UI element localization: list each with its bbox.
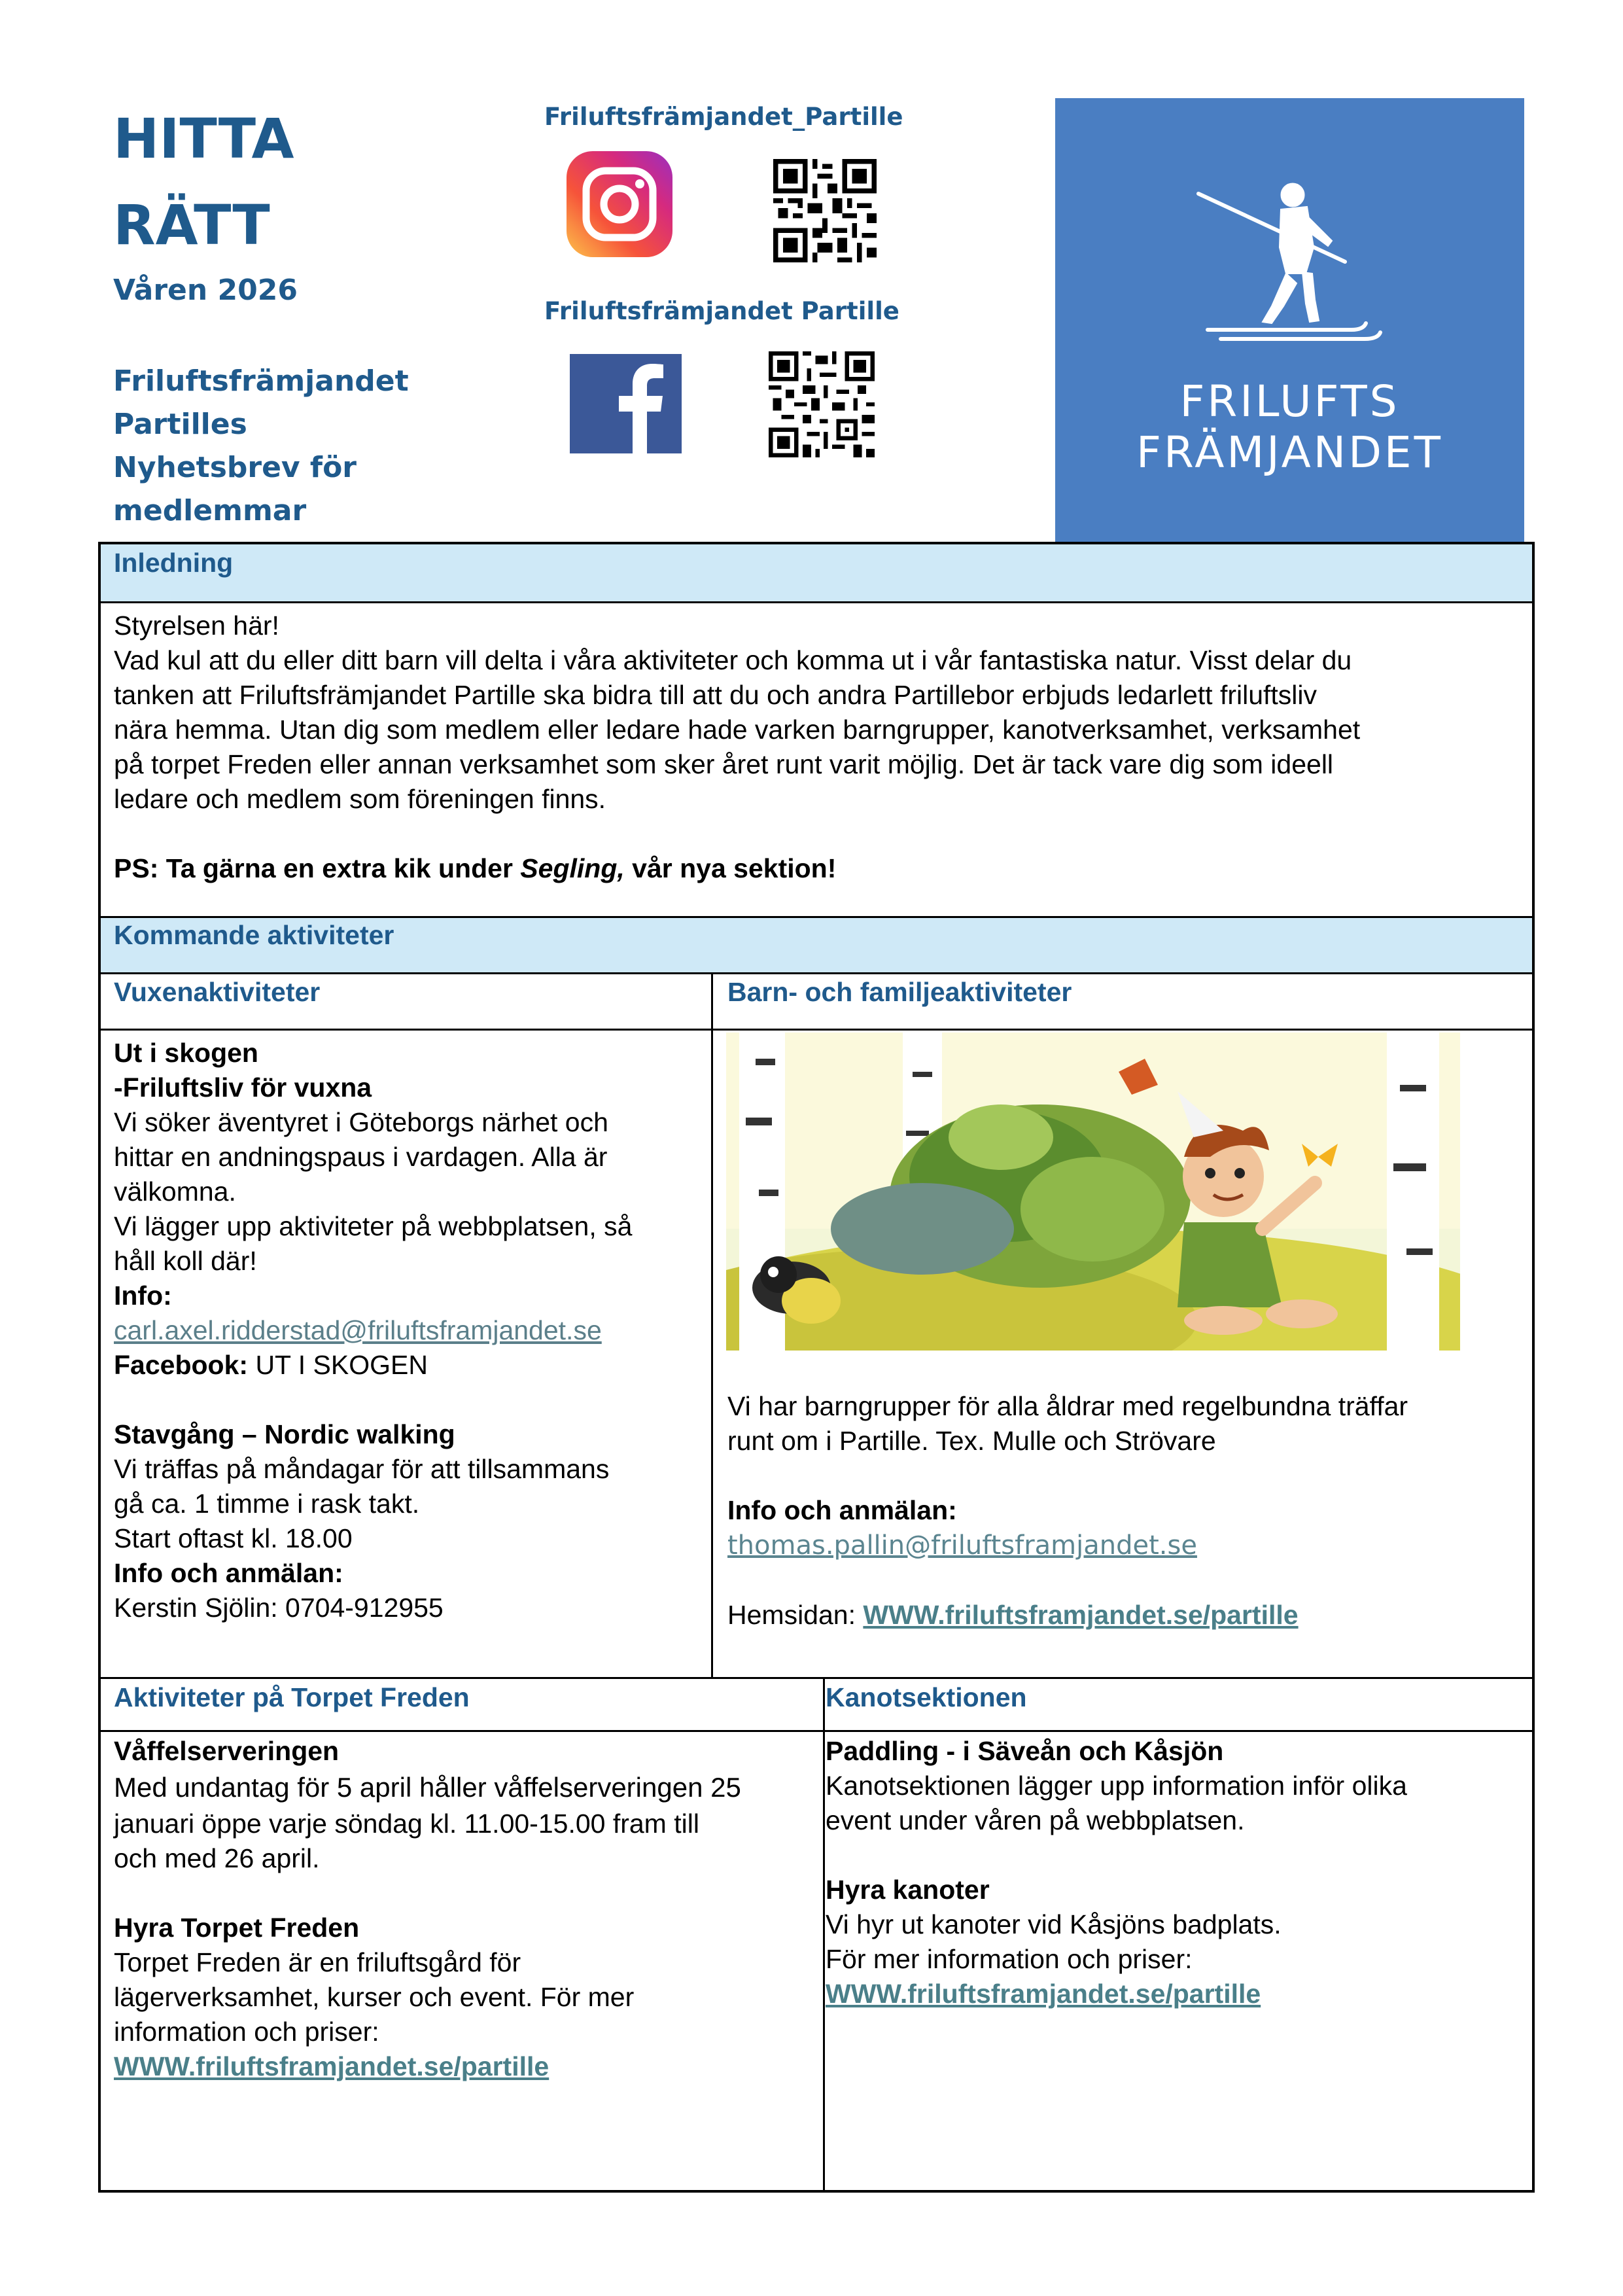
desc-line: Friluftsfrämjandet	[113, 364, 409, 398]
forest-line: Vi lägger upp aktiviteter på webbplatsen, så	[114, 1211, 633, 1241]
rent-torpet-title: Hyra Torpet Freden	[114, 1913, 360, 1943]
forest-line: hittar en andningspaus i vardagen. Alla är	[114, 1142, 608, 1172]
logo-line-1: FRILUFTS	[1179, 376, 1400, 427]
torpet-link[interactable]: WWW.friluftsframjandet.se/partille	[114, 2051, 550, 2081]
walk-line: gå ca. 1 timme i rask takt.	[114, 1489, 420, 1519]
forest-line: Vi söker äventyret i Göteborgs närhet och	[114, 1107, 608, 1137]
adult-activities-body	[114, 1036, 703, 1625]
rent-torpet-line: information och priser:	[114, 2017, 379, 2047]
desc-line: Nyhetsbrev för	[113, 451, 357, 484]
kids-info-label: Info och anmälan:	[727, 1495, 957, 1525]
kids-illustration	[726, 1033, 1460, 1351]
rent-torpet-line: lägerverksamhet, kurser och event. För mer	[114, 1982, 635, 2012]
intro-header-band	[101, 544, 1532, 602]
newsletter-description	[113, 360, 409, 533]
facebook-name: Friluftsfrämjandet Partille	[544, 297, 899, 325]
adult-activities-title: Vuxenaktiviteter	[114, 977, 321, 1007]
intro-line: nära hemma. Utan dig som medlem eller ledare hade varken barngrupper, kanotverksamhet, verksamhet	[114, 715, 1361, 745]
torpet-body	[114, 1734, 814, 2084]
paddle-line: Kanotsektionen lägger upp information inför olika	[826, 1771, 1407, 1801]
walk-line: Vi träffas på måndagar för att tillsammans	[114, 1454, 610, 1484]
walk-info-label: Info och anmälan:	[114, 1558, 343, 1588]
rent-torpet-line: Torpet Freden är en friluftsgård för	[114, 1947, 521, 1977]
facebook-qr-code-icon	[769, 351, 875, 457]
forest-subtitle: -Friluftsliv för vuxna	[114, 1072, 372, 1103]
upcoming-title: Kommande aktiviteter	[114, 920, 394, 950]
forest-info-email-link[interactable]: carl.axel.ridderstad@friluftsframjandet.se	[114, 1315, 602, 1345]
intro-line: Styrelsen här!	[114, 610, 279, 641]
kids-activities-body	[727, 1389, 1526, 1633]
rent-canoe-title: Hyra kanoter	[826, 1875, 990, 1905]
walk-title: Stavgång – Nordic walking	[114, 1419, 455, 1449]
instagram-qr-code-icon	[773, 159, 877, 262]
kids-email-link[interactable]: thomas.pallin@friluftsframjandet.se	[727, 1530, 1197, 1561]
paddle-title: Paddling - i Säveån och Kåsjön	[826, 1736, 1224, 1766]
waffle-line: och med 26 april.	[114, 1843, 320, 1873]
friluftsframjandet-logo	[1055, 98, 1524, 544]
kids-line: runt om i Partille. Tex. Mulle och Strövare	[727, 1426, 1216, 1456]
desc-line: medlemmar	[113, 494, 307, 527]
instagram-name: Friluftsfrämjandet_Partille	[544, 103, 903, 131]
season-label: Våren 2026	[113, 274, 298, 307]
title-line-2: RÄTT	[113, 193, 270, 257]
logo-line-2: FRÄMJANDET	[1136, 427, 1443, 478]
kids-activities-title: Barn- och familjeaktiviteter	[727, 977, 1072, 1007]
forest-facebook: Facebook: UT I SKOGEN	[114, 1350, 428, 1380]
forest-line: välkomna.	[114, 1176, 236, 1207]
forest-line: håll koll där!	[114, 1246, 257, 1276]
title-line-1: HITTA	[113, 107, 294, 171]
canoe-title: Kanotsektionen	[826, 1682, 1027, 1712]
instagram-icon[interactable]	[567, 151, 672, 257]
paddle-line: event under våren på webbplatsen.	[826, 1805, 1245, 1835]
intro-body	[114, 609, 1527, 886]
walk-line: Start oftast kl. 18.00	[114, 1523, 353, 1553]
rent-canoe-line: För mer information och priser:	[826, 1944, 1193, 1974]
rent-canoe-line: Vi hyr ut kanoter vid Kåsjöns badplats.	[826, 1909, 1282, 1939]
canoe-body	[826, 1734, 1526, 2011]
facebook-icon[interactable]	[570, 354, 682, 453]
kids-line: Vi har barngrupper för alla åldrar med regelbundna träffar	[727, 1391, 1408, 1421]
intro-ps: PS: Ta gärna en extra kik under Segling, vår nya sektion!	[114, 853, 837, 883]
intro-line: tanken att Friluftsfrämjandet Partille ska bidra till att du och andra Partillebor erbjuds ledarlett friluftsliv	[114, 680, 1318, 710]
skier-icon	[1195, 175, 1391, 345]
intro-line: ledare och medlem som föreningen finns.	[114, 784, 606, 814]
intro-line: på torpet Freden eller annan verksamhet som sker året runt varit möjlig. Det är tack vare dig som ideell	[114, 749, 1334, 779]
waffle-title: Våffelserveringen	[114, 1736, 340, 1766]
intro-line: Vad kul att du eller ditt barn vill delta i våra aktiviteter och komma ut i vår fantastiska natur. Visst delar du	[114, 645, 1352, 675]
kids-homepage-link[interactable]: WWW.friluftsframjandet.se/partille	[863, 1600, 1299, 1630]
kids-homepage: Hemsidan: WWW.friluftsframjandet.se/partille	[727, 1600, 1299, 1630]
intro-title: Inledning	[114, 548, 234, 578]
forest-title: Ut i skogen	[114, 1038, 258, 1068]
waffle-line: Med undantag för 5 april håller våffelserveringen 25	[114, 1772, 741, 1803]
canoe-link[interactable]: WWW.friluftsframjandet.se/partille	[826, 1979, 1261, 2009]
torpet-title: Aktiviteter på Torpet Freden	[114, 1682, 470, 1712]
waffle-line: januari öppe varje söndag kl. 11.00-15.00 fram till	[114, 1809, 699, 1839]
walk-contact: Kerstin Sjölin: 0704-912955	[114, 1593, 444, 1623]
forest-info-label: Info:	[114, 1280, 172, 1311]
desc-line: Partilles	[113, 408, 247, 441]
